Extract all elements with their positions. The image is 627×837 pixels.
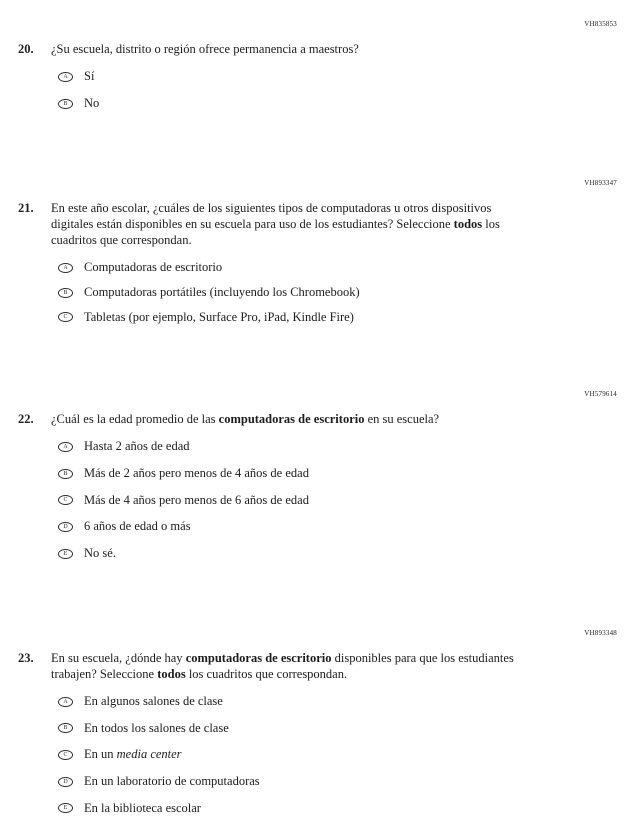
- option-label-segment: Hasta 2 años de edad: [84, 439, 190, 454]
- option-label: [84, 546, 116, 562]
- answer-options: [58, 439, 619, 561]
- answer-option[interactable]: [58, 747, 619, 763]
- option-bubble[interactable]: A: [58, 442, 73, 452]
- option-bubble[interactable]: B: [58, 469, 73, 479]
- question-text-segment: En su escuela, ¿dónde hay: [51, 650, 186, 665]
- option-bubble[interactable]: B: [58, 723, 73, 733]
- item-code: VH893348: [584, 628, 617, 637]
- answer-option[interactable]: [58, 285, 619, 301]
- option-label: [84, 439, 190, 455]
- question-20: [18, 41, 619, 123]
- question-text-segment: disponibles para que los estudiantes trabajen? Seleccione: [51, 650, 514, 681]
- answer-option[interactable]: [58, 801, 619, 817]
- question-text-segment: ¿Cuál es la edad promedio de las: [51, 412, 219, 427]
- option-label-segment: En un laboratorio de computadoras: [84, 773, 260, 788]
- option-label: [84, 96, 99, 112]
- option-label-segment: Sí: [84, 69, 95, 84]
- option-label: [84, 466, 309, 482]
- option-label-segment: Más de 4 años pero menos de 6 años de edad: [84, 492, 309, 507]
- option-label: [84, 774, 260, 790]
- option-bubble[interactable]: D: [58, 522, 73, 532]
- answer-options: [58, 694, 619, 816]
- answer-option[interactable]: [58, 721, 619, 737]
- option-label: [84, 747, 182, 763]
- question-text-segment: computadoras de escritorio: [185, 650, 332, 665]
- answer-option[interactable]: [58, 466, 619, 482]
- answer-option[interactable]: [58, 439, 619, 455]
- question-text-segment: En este año escolar, ¿cuáles de los siguientes tipos de computadoras u otros dispositivos digitales están disponibles en su escuela para uso de los estudiantes? Seleccione: [51, 200, 492, 231]
- answer-option[interactable]: [58, 69, 619, 85]
- option-label-segment: En algunos salones de clase: [84, 694, 223, 708]
- option-bubble[interactable]: A: [58, 263, 73, 273]
- question-text-segment: los cuadritos que correspondan.: [185, 666, 348, 681]
- option-label: [84, 493, 309, 509]
- option-label-segment: Computadoras de escritorio: [84, 260, 223, 275]
- option-bubble[interactable]: B: [58, 99, 73, 109]
- answer-options: [58, 69, 619, 111]
- option-label-segment: Tabletas (por ejemplo, Surface Pro, iPad, Kindle Fire): [84, 309, 354, 324]
- question-text-segment: en su escuela?: [364, 412, 440, 427]
- option-bubble[interactable]: D: [58, 777, 73, 787]
- option-label: [84, 260, 222, 276]
- option-label: [84, 694, 223, 710]
- question-number: 22.: [18, 412, 34, 427]
- option-label-segment: No sé.: [84, 545, 116, 560]
- option-label: [84, 285, 360, 301]
- option-label-segment: En todos los salones de clase: [84, 720, 229, 735]
- item-code: VH835853: [584, 20, 617, 28]
- option-label: [84, 721, 229, 737]
- option-label-segment: Computadoras portátiles (incluyendo los Chromebook): [84, 284, 360, 299]
- option-bubble[interactable]: E: [58, 549, 73, 559]
- question-text-segment: los cuadritos que correspondan.: [51, 216, 500, 247]
- option-label-segment: En la biblioteca escolar: [84, 800, 201, 815]
- question-text: [51, 41, 523, 57]
- option-label-segment: En un: [84, 747, 117, 762]
- option-label-segment: media center: [116, 747, 182, 762]
- question-22: [18, 411, 619, 572]
- answer-option[interactable]: [58, 694, 619, 710]
- question-text-segment: ¿Su escuela, distrito o región ofrece permanencia a maestros?: [51, 42, 359, 56]
- option-label-segment: No: [84, 95, 100, 110]
- item-code: VH893347: [584, 178, 617, 187]
- answer-option[interactable]: [58, 493, 619, 509]
- question-text-segment: todos: [453, 216, 483, 231]
- option-label: [84, 69, 94, 85]
- item-code: VH579614: [584, 390, 617, 399]
- answer-option[interactable]: [58, 310, 619, 326]
- option-bubble[interactable]: C: [58, 750, 73, 760]
- option-label: [84, 310, 354, 326]
- question-text-segment: todos: [157, 666, 186, 681]
- answer-option[interactable]: [58, 96, 619, 112]
- option-label: [84, 519, 191, 535]
- option-label-segment: Más de 2 años pero menos de 4 años de edad: [84, 466, 309, 480]
- answer-option[interactable]: [58, 260, 619, 276]
- answer-options: [58, 260, 619, 325]
- question-23: [18, 650, 619, 828]
- question-number: 23.: [18, 650, 34, 665]
- question-text: [51, 411, 523, 427]
- question-21: [18, 200, 619, 335]
- question-number: 21.: [18, 200, 34, 215]
- option-label-segment: 6 años de edad o más: [84, 519, 191, 534]
- option-label: [84, 801, 201, 817]
- answer-option[interactable]: [58, 774, 619, 790]
- answer-option[interactable]: [58, 519, 619, 535]
- answer-option[interactable]: [58, 546, 619, 562]
- question-text: [51, 200, 523, 249]
- question-number: 20.: [18, 42, 34, 56]
- option-bubble[interactable]: C: [58, 495, 73, 505]
- option-bubble[interactable]: B: [58, 288, 73, 298]
- option-bubble[interactable]: A: [58, 72, 73, 82]
- option-bubble[interactable]: E: [58, 803, 73, 813]
- question-text: [51, 650, 523, 683]
- option-bubble[interactable]: C: [58, 312, 73, 322]
- option-bubble[interactable]: A: [58, 697, 73, 707]
- question-text-segment: computadoras de escritorio: [218, 412, 365, 427]
